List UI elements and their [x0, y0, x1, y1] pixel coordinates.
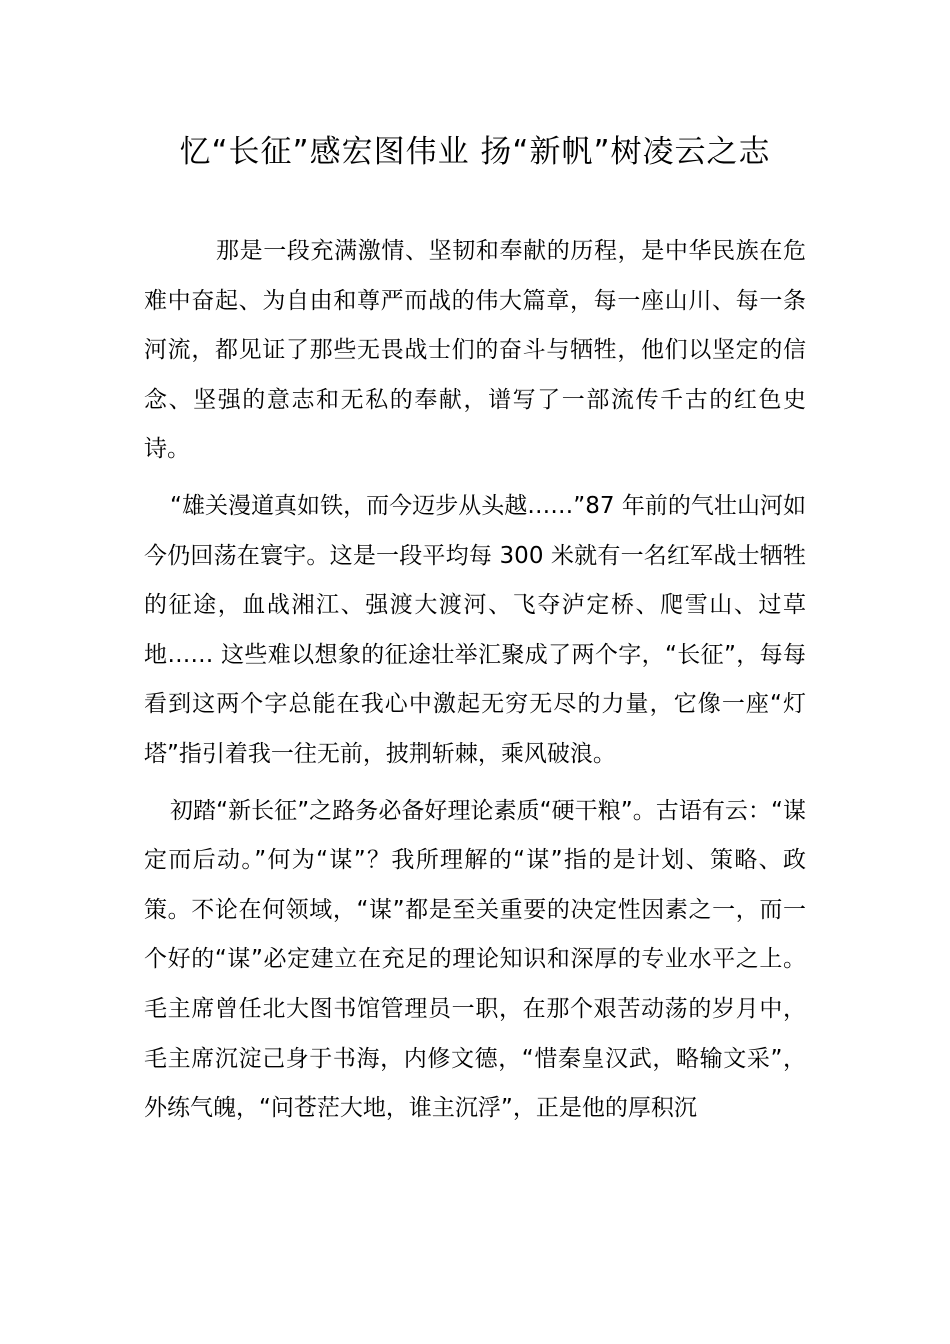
paragraph-2: “雄关漫道真如铁，而今迈步从头越……”87 年前的气壮山河如今仍回荡在寰宇。这是一段平均每 300 米就有一名红军战士牺牲的征途，血战湘江、强渡大渡河、飞夺泸定桥、爬雪山、过草地…… 这些难以想象的征途壮举汇聚成了两个字，“长征”，每每看到这两个字总能在我心中激起无穷无尽的力量，它像一座“灯塔”指引着我一往无前，披荆斩棘，乘风破浪。 [144, 492, 806, 767]
paragraph-3: 初踏“新长征”之路务必备好理论素质“硬干粮”。古语有云：“谋定而后动。”何为“谋”？我所理解的“谋”指的是计划、策略、政策。不论在何领域，“谋”都是至关重要的决定性因素之一，而一个好的“谋”必定建立在充足的理论知识和深厚的专业水平之上。毛主席曾任北大图书馆管理员一职，在那个艰苦动荡的岁月中，毛主席沉淀己身于书海，内修文德，“惜秦皇汉武，略输文采”，外练气魄，“问苍茫大地，谁主沉浮”，正是他的厚积沉 [144, 797, 806, 1122]
document-title: 忆“长征”感宏图伟业 扬“新帆”树凌云之志 [179, 134, 771, 170]
paragraph-1: 那是一段充满激情、坚韧和奉献的历程，是中华民族在危难中奋起、为自由和尊严而战的伟大篇章，每一座山川、每一条河流，都见证了那些无畏战士们的奋斗与牺牲，他们以坚定的信念、坚强的意志和无私的奉献，谱写了一部流传千古的红色史诗。 [144, 238, 806, 463]
document-body [144, 227, 806, 1141]
